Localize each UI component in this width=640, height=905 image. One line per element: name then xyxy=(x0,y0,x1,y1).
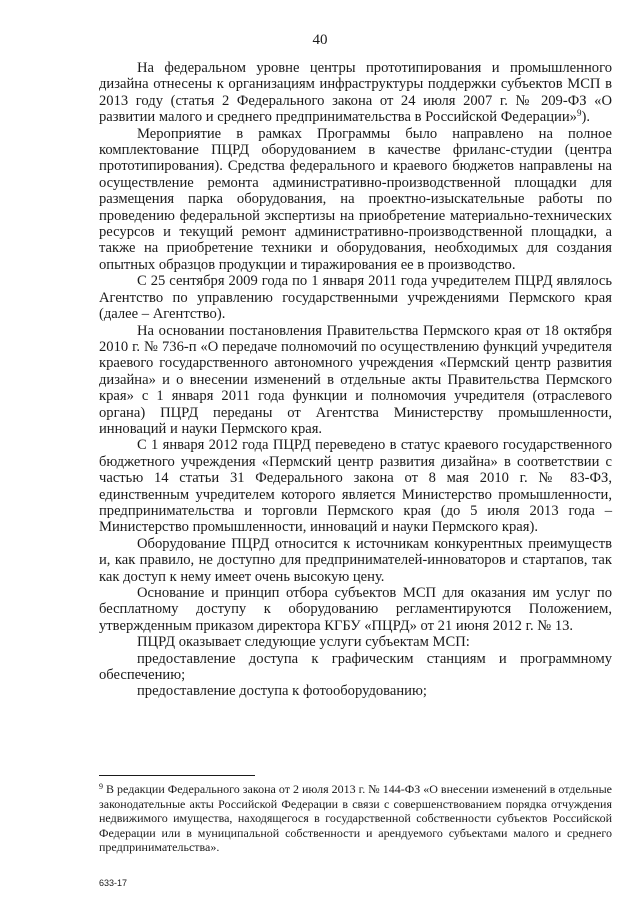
paragraph-6: Оборудование ПЦРД относится к источникам конкурентных преимуществ и, как правило, не доступно для предпринимателей-инноваторов и стартапов, так как доступ к нему имеет очень высокую цену. xyxy=(99,535,612,585)
paragraph-3: С 25 сентября 2009 года по 1 января 2011 года учредителем ПЦРД являлось Агентство по управлению государственными учреждениями Пермского края (далее – Агентство). xyxy=(99,273,612,323)
footnote-text: В редакции Федерального закона от 2 июля 2013 г. № 144-ФЗ «О внесении изменений в отдельные законодательные акты Российской Федерации в связи с совершенствованием порядка отчуждения недвижимого имущества, находящегося в государственной собственности субъектов Российской Федерации или в муниципальной собственности и арендуемого субъектами малого и среднего предпринимательства». xyxy=(99,782,612,855)
paragraph-4: На основании постановления Правительства Пермского края от 18 октября 2010 г. № 736-п «О передаче полномочий по осуществлению функций учредителя краевого государственного автономного учреждения «Пермский центр развития дизайна» и о внесении изменений в отдельные акты Правительства Пермского края» с 1 января 2011 года функции и полномочия учредителя (отраслевого органа) ПЦРД переданы от Агентства Министерству промышленности, инноваций и науки Пермского края. xyxy=(99,322,612,437)
service-item-1: предоставление доступа к графическим станциям и программному обеспечению; xyxy=(99,650,612,684)
footnote-separator xyxy=(99,775,255,776)
footnote xyxy=(99,782,612,855)
footnote-reference[interactable]: 9 xyxy=(576,108,582,119)
document-code: 633-17 xyxy=(99,878,128,888)
service-item-2: предоставление доступа к фотооборудованию; xyxy=(137,683,427,700)
paragraph-1-text: На федеральном уровне центры прототипирования и промышленного дизайна отнесены к организациям инфраструктуры поддержки субъектов МСП в 2013 году (статья 2 Федерального закона от 24 июля 2007 г. № 209-ФЗ «О развитии малого и среднего предпринимательства в Российской Федерации» xyxy=(99,60,612,126)
body-text xyxy=(99,60,612,700)
paragraph-5: С 1 января 2012 года ПЦРД переведено в статус краевого государственного бюджетного учреждения «Пермский центр развития дизайна» в соответствии с частью 14 статьи 31 Федерального закона от 8 мая 2010 г. № 83-ФЗ, единственным учредителем которого является Министерство промышленности, предпринимательства и торговли Пермского края (до 5 июля 2013 года – Министерство промышленности, инноваций и науки Пермского края). xyxy=(99,437,612,536)
footnote-marker: 9 xyxy=(99,782,103,791)
paragraph-1-tail: ). xyxy=(581,109,590,126)
paragraph-2: Мероприятие в рамках Программы было направлено на полное комплектование ПЦРД оборудованием в качестве фриланс-студии (центра прототипирования). Средства федерального и краевого бюджетов направлены на осуществление ремонта административно-производственной площадки для размещения парка оборудования, на проектно-изыскательные работы по проведению федеральной экспертизы на приобретение материально-технических ресурсов и текущий ремонт административно-производственной площадки, а также на приобретение техники и оборудования, необходимых для создания опытных образцов продукции и тиражирования ее в производство. xyxy=(99,125,612,273)
paragraph-8: ПЦРД оказывает следующие услуги субъектам МСП: xyxy=(137,634,470,651)
paragraph-7: Основание и принцип отбора субъектов МСП для оказания им услуг по бесплатному доступу к оборудованию регламентируются Положением, утвержденным приказом директора КГБУ «ПЦРД» от 21 июня 2012 г. № 13. xyxy=(99,585,612,634)
page-number: 40 xyxy=(312,32,328,48)
paragraph-1 xyxy=(99,60,612,126)
